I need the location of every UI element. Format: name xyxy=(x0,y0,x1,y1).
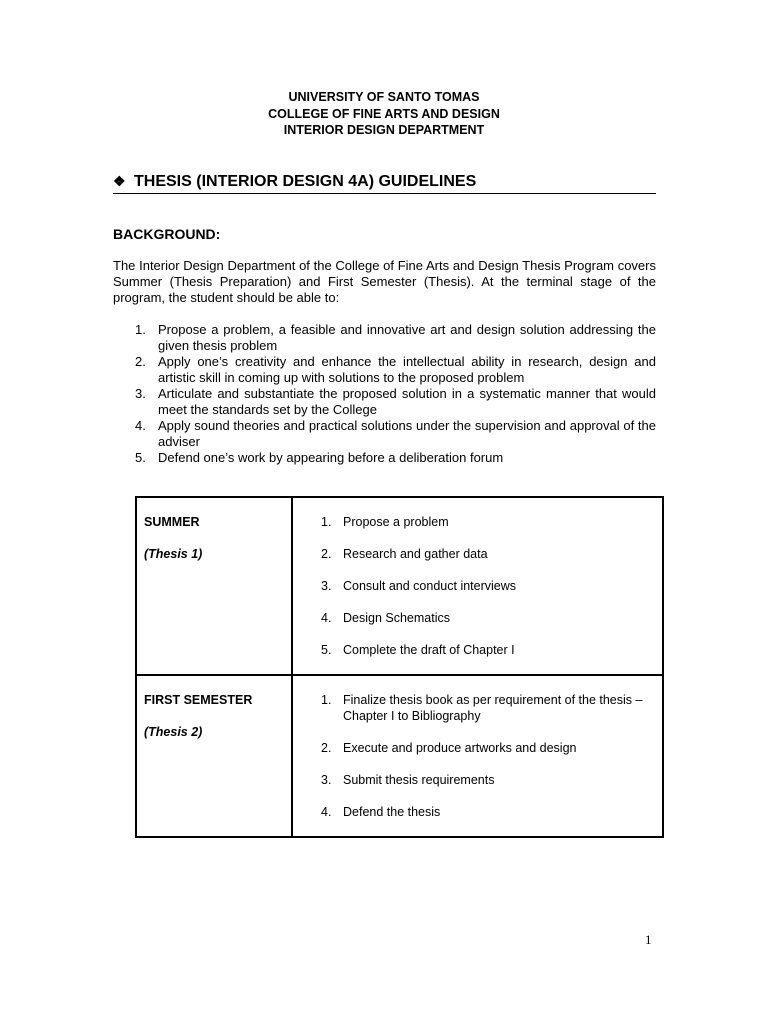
goal-number: 3. xyxy=(135,386,146,401)
goal-item xyxy=(113,418,656,450)
goal-text: Articulate and substantiate the proposed solution in a systematic manner that would meet the standards set by the College xyxy=(158,386,656,417)
task-item xyxy=(293,804,654,820)
task-item xyxy=(293,578,654,594)
tasks-list xyxy=(293,514,654,658)
task-number: 5. xyxy=(321,643,332,657)
task-text: Complete the draft of Chapter I xyxy=(343,643,515,657)
page-number: 1 xyxy=(645,932,652,947)
goal-item xyxy=(113,450,656,466)
term-subtitle: (Thesis 2) xyxy=(144,725,203,739)
section-title-text: THESIS (INTERIOR DESIGN 4A) GUIDELINES xyxy=(134,173,477,190)
goal-item xyxy=(113,322,656,354)
task-item xyxy=(293,772,654,788)
goal-number: 5. xyxy=(135,450,146,465)
tasks-list xyxy=(293,692,654,820)
task-number: 2. xyxy=(321,741,332,755)
term-cell xyxy=(136,497,292,675)
task-number: 1. xyxy=(321,515,332,529)
goal-text: Propose a problem, a feasible and innovative art and design solution addressing the given thesis problem xyxy=(158,322,656,353)
background-intro: The Interior Design Department of the College of Fine Arts and Design Thesis Program covers Summer (Thesis Preparation) and First Semester (Thesis). At the terminal stage of the program, the student should be able to: xyxy=(113,258,656,305)
term-cell xyxy=(136,675,292,837)
goals-list xyxy=(113,322,656,466)
task-item xyxy=(293,610,654,626)
task-number: 4. xyxy=(321,805,332,819)
task-item xyxy=(293,642,654,658)
college-name: COLLEGE OF FINE ARTS AND DESIGN xyxy=(268,106,500,121)
task-number: 3. xyxy=(321,579,332,593)
task-text: Execute and produce artworks and design xyxy=(343,741,577,755)
goal-text: Apply sound theories and practical solutions under the supervision and approval of the adviser xyxy=(158,418,656,449)
task-text: Consult and conduct interviews xyxy=(343,579,517,593)
term-name: FIRST SEMESTER xyxy=(144,693,253,707)
task-number: 2. xyxy=(321,547,332,561)
thesis-schedule-table xyxy=(135,496,664,838)
task-text: Finalize thesis book as per requirement of the thesis – Chapter I to Bibliography xyxy=(343,693,643,723)
tasks-cell xyxy=(292,497,663,675)
goal-text: Defend one’s work by appearing before a deliberation forum xyxy=(158,450,504,465)
document-header xyxy=(0,89,768,139)
term-subtitle: (Thesis 1) xyxy=(144,547,203,561)
task-text: Submit thesis requirements xyxy=(343,773,495,787)
goal-item xyxy=(113,386,656,418)
goal-number: 2. xyxy=(135,354,146,369)
goal-text: Apply one’s creativity and enhance the intellectual ability in research, design and artistic skill in coming up with solutions to the proposed problem xyxy=(158,354,656,385)
task-number: 1. xyxy=(321,693,332,707)
university-name: UNIVERSITY OF SANTO TOMAS xyxy=(288,90,480,104)
tasks-cell xyxy=(292,675,663,837)
task-item xyxy=(293,692,654,724)
background-heading: BACKGROUND: xyxy=(113,226,221,242)
task-number: 3. xyxy=(321,773,332,787)
table-row xyxy=(136,675,663,837)
section-title xyxy=(113,171,656,194)
diamond-bullet-icon: ❖ xyxy=(113,173,126,189)
goal-item xyxy=(113,354,656,386)
task-text: Defend the thesis xyxy=(343,805,441,819)
task-item xyxy=(293,546,654,562)
goal-number: 4. xyxy=(135,418,146,433)
task-item xyxy=(293,514,654,530)
task-item xyxy=(293,740,654,756)
task-text: Research and gather data xyxy=(343,547,488,561)
term-name: SUMMER xyxy=(144,515,200,529)
department-name: INTERIOR DESIGN DEPARTMENT xyxy=(283,123,485,137)
task-text: Design Schematics xyxy=(343,611,450,625)
goal-number: 1. xyxy=(135,322,146,337)
task-text: Propose a problem xyxy=(343,515,449,529)
table-row xyxy=(136,497,663,675)
task-number: 4. xyxy=(321,611,332,625)
